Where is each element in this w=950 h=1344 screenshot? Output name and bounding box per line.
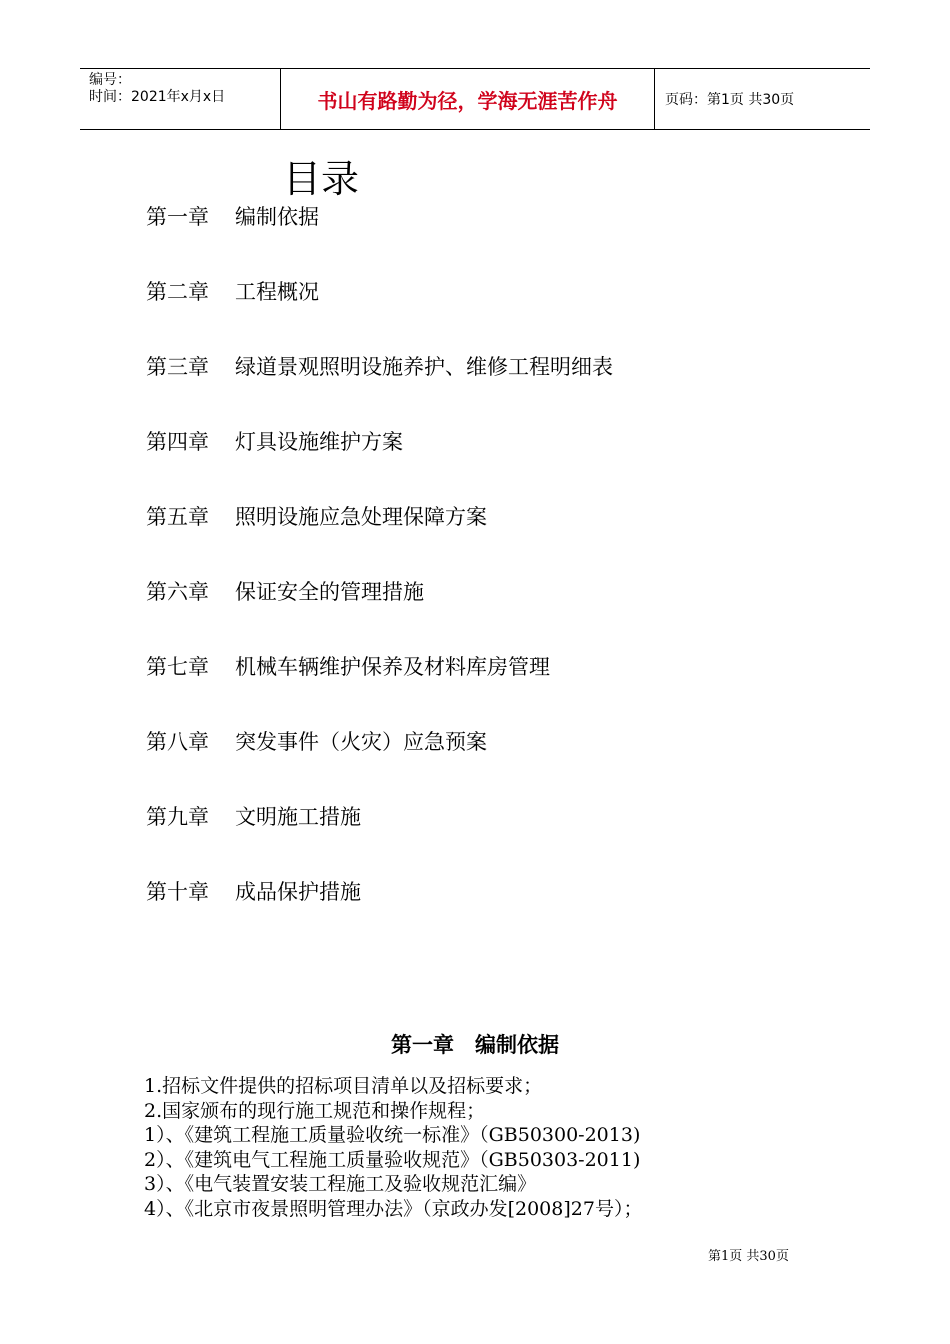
page-header xyxy=(80,68,870,130)
toc-item xyxy=(146,799,613,874)
basis-line: 2）、《建筑电气工程施工质量验收规范》（GB50303-2011) xyxy=(144,1148,641,1171)
toc-chapter-number: 第五章 xyxy=(146,505,209,529)
header-time-label: 时间：2021年x月x日 xyxy=(89,89,226,105)
toc-chapter-title: 灯具设施维护方案 xyxy=(235,430,403,454)
toc-item xyxy=(146,874,613,949)
basis-line: 4）、《北京市夜景照明管理办法》（京政办发[2008]27号）； xyxy=(144,1197,643,1220)
toc-chapter-title: 工程概况 xyxy=(235,280,319,304)
basis-line: 2.国家颁布的现行施工规范和操作规程； xyxy=(144,1099,486,1122)
toc-chapter-number: 第九章 xyxy=(146,805,209,829)
basis-line: 1.招标文件提供的招标项目清单以及招标要求； xyxy=(144,1075,543,1097)
header-motto: 书山有路勤为径，学海无涯苦作舟 xyxy=(281,69,655,129)
toc-item xyxy=(146,349,613,424)
toc-item xyxy=(146,649,613,724)
toc-item xyxy=(146,199,613,274)
header-page-label: 页码：第1页 共30页 xyxy=(665,92,795,108)
toc-chapter-number: 第一章 xyxy=(146,205,209,229)
basis-line: 1）、《建筑工程施工质量验收统一标准》（GB50300-2013) xyxy=(144,1124,641,1146)
toc-chapter-title: 保证安全的管理措施 xyxy=(235,580,424,604)
toc-item xyxy=(146,724,613,799)
page-footer: 第1页 共30页 xyxy=(708,1249,789,1264)
toc-chapter-number: 第六章 xyxy=(146,580,209,604)
toc-title: 目录 xyxy=(283,157,360,201)
toc-chapter-title: 照明设施应急处理保障方案 xyxy=(235,505,487,529)
toc-chapter-number: 第十章 xyxy=(146,880,209,904)
chapter-heading: 第一章 编制依据 xyxy=(391,1033,559,1057)
toc-chapter-number: 第三章 xyxy=(146,355,209,379)
toc-chapter-title: 绿道景观照明设施养护、维修工程明细表 xyxy=(235,355,613,379)
toc-item xyxy=(146,424,613,499)
toc-chapter-title: 成品保护措施 xyxy=(235,880,361,904)
toc-chapter-title: 机械车辆维护保养及材料库房管理 xyxy=(235,655,550,679)
compilation-basis-list xyxy=(144,1074,642,1221)
toc-chapter-number: 第七章 xyxy=(146,655,209,679)
basis-line: 3）、《电气装置安装工程施工及验收规范汇编》 xyxy=(144,1173,537,1195)
header-number-label: 编号： xyxy=(89,72,131,88)
header-meta xyxy=(80,69,281,129)
toc-chapter-title: 突发事件（火灾）应急预案 xyxy=(235,730,487,754)
table-of-contents xyxy=(146,199,613,949)
toc-chapter-title: 文明施工措施 xyxy=(235,805,361,829)
toc-item xyxy=(146,274,613,349)
toc-chapter-title: 编制依据 xyxy=(235,205,319,229)
toc-item xyxy=(146,574,613,649)
toc-chapter-number: 第二章 xyxy=(146,280,209,304)
toc-item xyxy=(146,499,613,574)
toc-chapter-number: 第八章 xyxy=(146,730,209,754)
toc-chapter-number: 第四章 xyxy=(146,430,209,454)
